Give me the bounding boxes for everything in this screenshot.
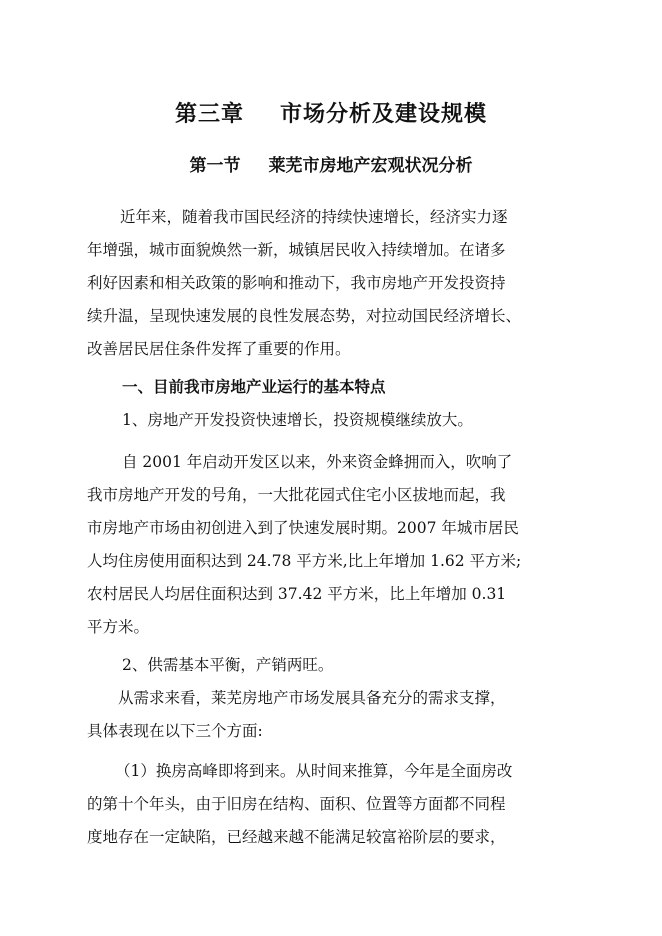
paragraph-line: 农村居民人均居住面积达到 37.42 平方米，比上年增加 0.31 [87, 585, 507, 603]
paragraph-line: 平方米。 [87, 618, 150, 636]
paragraph-line: 自 2001 年启动开发区以来，外来资金蜂拥而入，吹响了 [122, 453, 513, 471]
paragraph-line: 改善居民居住条件发挥了重要的作用。 [87, 340, 351, 358]
section-number: 第一节 [189, 156, 241, 176]
chapter-number: 第三章 [174, 101, 244, 127]
subheading: 一、目前我市房地产业运行的基本特点 [122, 377, 386, 396]
chapter-title [0, 96, 662, 132]
paragraph-line: 人均住房使用面积达到 24.78 平方米,比上年增加 1.62 平方米; [87, 552, 522, 570]
paragraph-line: 续升温，呈现快速发展的良性发展态势，对拉动国民经济增长、 [87, 307, 522, 325]
section-title [0, 150, 662, 182]
paragraph-line: 从需求来看，莱芜房地产市场发展具备充分的需求支撑， [118, 689, 506, 707]
paragraph-line: 具体表现在以下三个方面: [87, 722, 263, 740]
paragraph-line: 度地存在一定缺陷，已经越来越不能满足较富裕阶层的要求， [87, 828, 506, 846]
paragraph-line: 的第十个年头，由于旧房在结构、面积、位置等方面都不同程 [87, 795, 506, 813]
paragraph-line: 年增强，城市面貌焕然一新，城镇居民收入持续增加。在诸多 [87, 241, 506, 259]
chapter-name: 市场分析及建设规模 [280, 101, 488, 127]
paragraph-line: 我市房地产开发的号角，一大批花园式住宅小区拔地而起，我 [87, 486, 506, 504]
paragraph-line: 近年来，随着我市国民经济的持续快速增长，经济实力逐 [120, 208, 508, 226]
paragraph-line: 市房地产市场由初创进入到了快速发展时期。2007 年城市居民 [87, 519, 519, 537]
paragraph-line: （1）换房高峰即将到来。从时间来推算，今年是全面房改 [115, 762, 513, 780]
point-line: 1、房地产开发投资快速增长，投资规模继续放大。 [122, 411, 473, 429]
paragraph-line: 利好因素和相关政策的影响和推动下，我市房地产开发投资持 [87, 274, 506, 292]
point-line: 2、供需基本平衡，产销两旺。 [122, 656, 334, 674]
section-name: 莱芜市房地产宏观状况分析 [268, 156, 473, 176]
